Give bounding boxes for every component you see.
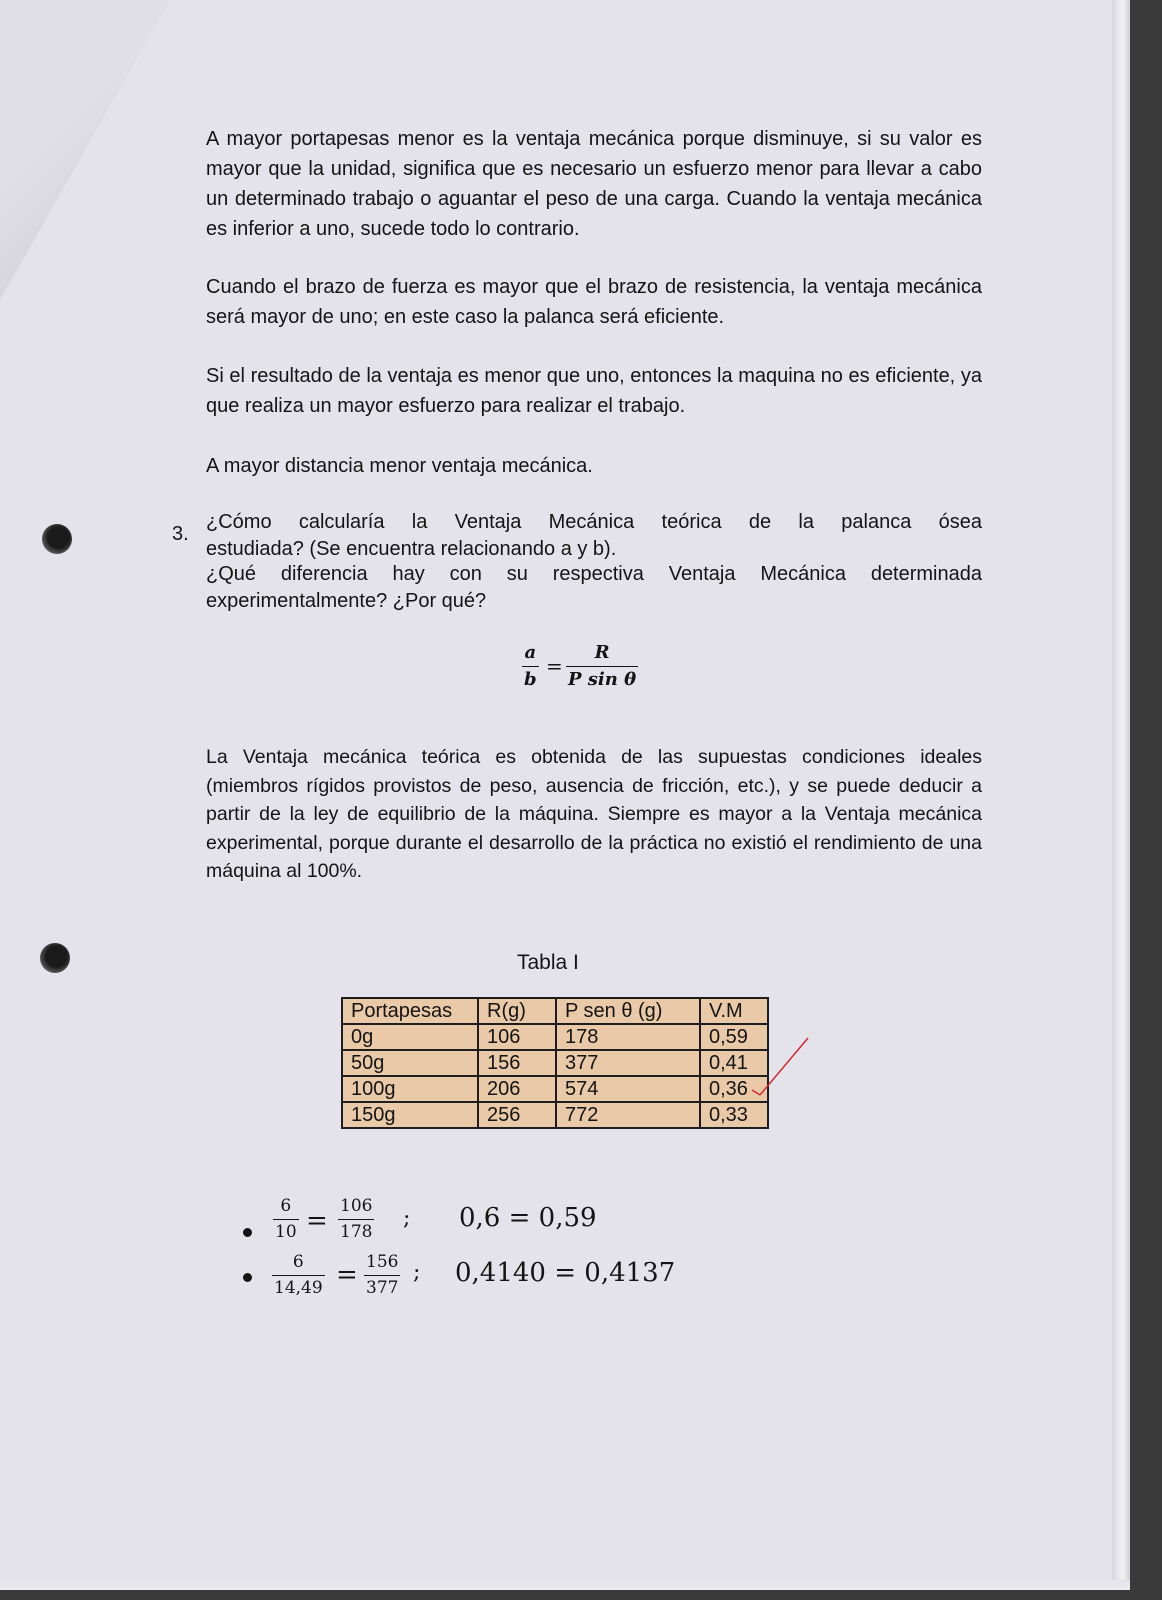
cell: 0g <box>342 1024 478 1050</box>
eq2-equals: = <box>336 1260 358 1290</box>
cell: 206 <box>478 1076 556 1102</box>
question-line-2: estudiada? (Se encuentra relacionando a y b). <box>206 538 617 560</box>
table-title: Tabla I <box>517 951 579 974</box>
paragraph-4: A mayor distancia menor ventaja mecánica. <box>206 455 593 477</box>
bullet <box>243 1273 252 1282</box>
formula-R: R <box>594 642 610 663</box>
eq1-frac1-den: 10 <box>275 1222 297 1242</box>
eq1-fraction-2 <box>338 1194 374 1245</box>
bullet <box>243 1228 252 1237</box>
cell: 574 <box>556 1076 700 1102</box>
header-p-sen: P sen θ (g) <box>556 998 700 1024</box>
eq1-frac1-num: 6 <box>280 1196 292 1216</box>
cell: 156 <box>478 1050 556 1076</box>
header-portapesas: Portapesas <box>342 998 478 1024</box>
question-line-4: experimentalmente? ¿Por qué? <box>206 590 487 612</box>
cell: 0,36 <box>700 1076 768 1102</box>
cell: 256 <box>478 1102 556 1128</box>
cell: 0,59 <box>700 1024 768 1050</box>
paragraph-2: Cuando el brazo de fuerza es mayor que el brazo de resistencia, la ventaja mecánica será mayor de uno; en este caso la palanca será eficiente. <box>206 276 982 328</box>
cell: 0,41 <box>700 1050 768 1076</box>
eq1-equals: = <box>306 1206 328 1236</box>
cell: 50g <box>342 1050 478 1076</box>
formula-equals: = <box>546 654 563 678</box>
formula-a: a <box>524 642 537 663</box>
eq2-frac2-den: 377 <box>366 1278 399 1298</box>
cell: 106 <box>478 1024 556 1050</box>
cell: 178 <box>556 1024 700 1050</box>
cell: 100g <box>342 1076 478 1102</box>
eq1-separator: ; <box>403 1206 411 1231</box>
eq2-fraction-1 <box>272 1250 325 1301</box>
eq2-fraction-2 <box>364 1250 400 1301</box>
eq1-fraction-1 <box>273 1194 299 1245</box>
header-vm: V.M <box>700 998 768 1024</box>
eq1-result: 0,6 = 0,59 <box>459 1203 597 1233</box>
question-number: 3. <box>172 523 189 545</box>
eq2-result: 0,4140 = 0,4137 <box>455 1258 676 1288</box>
paragraph-3: Si el resultado de la ventaja es menor que uno, entonces la maquina no es eficiente, ya que realiza un mayor esfuerzo para realizar el trabajo. <box>206 365 982 417</box>
eq1-frac2-den: 178 <box>340 1222 373 1242</box>
eq2-frac1-num: 6 <box>292 1252 304 1272</box>
formula-p-sin-theta: P sin θ <box>568 669 637 690</box>
cell: 377 <box>556 1050 700 1076</box>
answer-paragraph: La Ventaja mecánica teórica es obtenida de las supuestas condiciones ideales (miembros rígidos provistos de peso, ausencia de fricción, etc.), y se puede deducir a partir de la ley de equilibrio de la máquina. Siempre es mayor a la Ventaja mecánica experimental, porque durante el desarrollo de la práctica no existió el rendimiento de una máquina al 100%. <box>206 746 982 882</box>
eq1-frac2-num: 106 <box>340 1196 373 1216</box>
question-line-1: ¿Cómo calcularía la Ventaja Mecánica teórica de la palanca ósea <box>206 511 982 533</box>
eq2-frac2-num: 156 <box>366 1252 399 1272</box>
cell: 772 <box>556 1102 700 1128</box>
header-r: R(g) <box>478 998 556 1024</box>
question-line-3: ¿Qué diferencia hay con su respectiva Ventaja Mecánica determinada <box>206 563 982 585</box>
cell: 150g <box>342 1102 478 1128</box>
cell: 0,33 <box>700 1102 768 1128</box>
paragraph-1: A mayor portapesas menor es la ventaja mecánica porque disminuye, si su valor es mayor que la unidad, significa que es necesario un esfuerzo menor para llevar a cabo un determinado trabajo o aguantar el peso de una carga. Cuando la ventaja mecánica es inferior a uno, sucede todo lo contrario. <box>206 128 982 240</box>
eq2-separator: ; <box>413 1260 421 1285</box>
formula-b: b <box>524 669 537 690</box>
eq2-frac1-den: 14,49 <box>274 1278 323 1298</box>
